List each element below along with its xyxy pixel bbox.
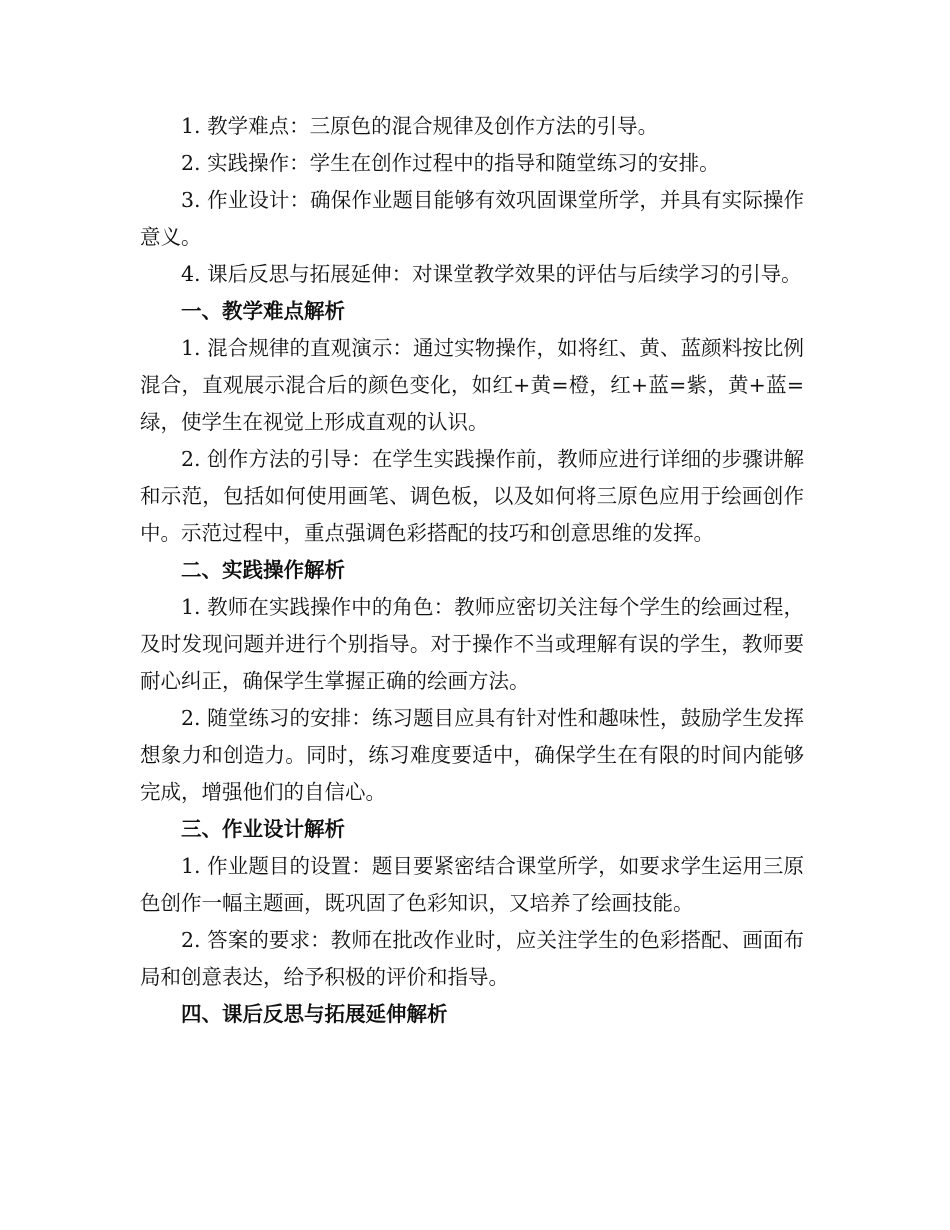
list-item-reflection: 4. 课后反思与拓展延伸：对课堂教学效果的评估与后续学习的引导。 bbox=[181, 262, 802, 286]
section-heading-2: 二、实践操作解析 bbox=[181, 558, 345, 582]
paragraph-homework-topic: 1. 作业题目的设置：题目要紧密结合课堂所学，如要求学生运用三原色创作一幅主题画，既巩固了色彩知识，又培养了绘画技能。 bbox=[140, 854, 804, 915]
paragraph-mixing-rule: 1. 混合规律的直观演示：通过实物操作，如将红、黄、蓝颜料按比例混合，直观展示混合后的颜色变化，如红+黄=橙，红+蓝=紫，黄+蓝=绿，使学生在视觉上形成直观的认识。 bbox=[140, 336, 804, 434]
list-item-practice: 2. 实践操作：学生在创作过程中的指导和随堂练习的安排。 bbox=[181, 151, 720, 175]
section-heading-3: 三、作业设计解析 bbox=[181, 817, 345, 841]
document-body bbox=[140, 108, 804, 1033]
paragraph-answer-requirement: 2. 答案的要求：教师在批改作业时，应关注学生的色彩搭配、画面布局和创意表达，给予积极的评价和指导。 bbox=[140, 928, 804, 989]
paragraph-creation-method: 2. 创作方法的引导：在学生实践操作前，教师应进行详细的步骤讲解和示范，包括如何使用画笔、调色板，以及如何将三原色应用于绘画创作中。示范过程中，重点强调色彩搭配的技巧和创意思维的发挥。 bbox=[140, 447, 804, 545]
list-item-teaching-difficulty: 1. 教学难点：三原色的混合规律及创作方法的引导。 bbox=[181, 114, 659, 138]
paragraph-class-practice: 2. 随堂练习的安排：练习题目应具有针对性和趣味性，鼓励学生发挥想象力和创造力。同时，练习难度要适中，确保学生在有限的时间内能够完成，增强他们的自信心。 bbox=[140, 706, 804, 804]
section-heading-1: 一、教学难点解析 bbox=[181, 299, 345, 323]
list-item-homework-design: 3. 作业设计：确保作业题目能够有效巩固课堂所学，并具有实际操作意义。 bbox=[140, 188, 804, 249]
section-heading-4: 四、课后反思与拓展延伸解析 bbox=[181, 1002, 448, 1026]
paragraph-teacher-role: 1. 教师在实践操作中的角色：教师应密切关注每个学生的绘画过程，及时发现问题并进行个别指导。对于操作不当或理解有误的学生，教师要耐心纠正，确保学生掌握正确的绘画方法。 bbox=[140, 595, 804, 693]
